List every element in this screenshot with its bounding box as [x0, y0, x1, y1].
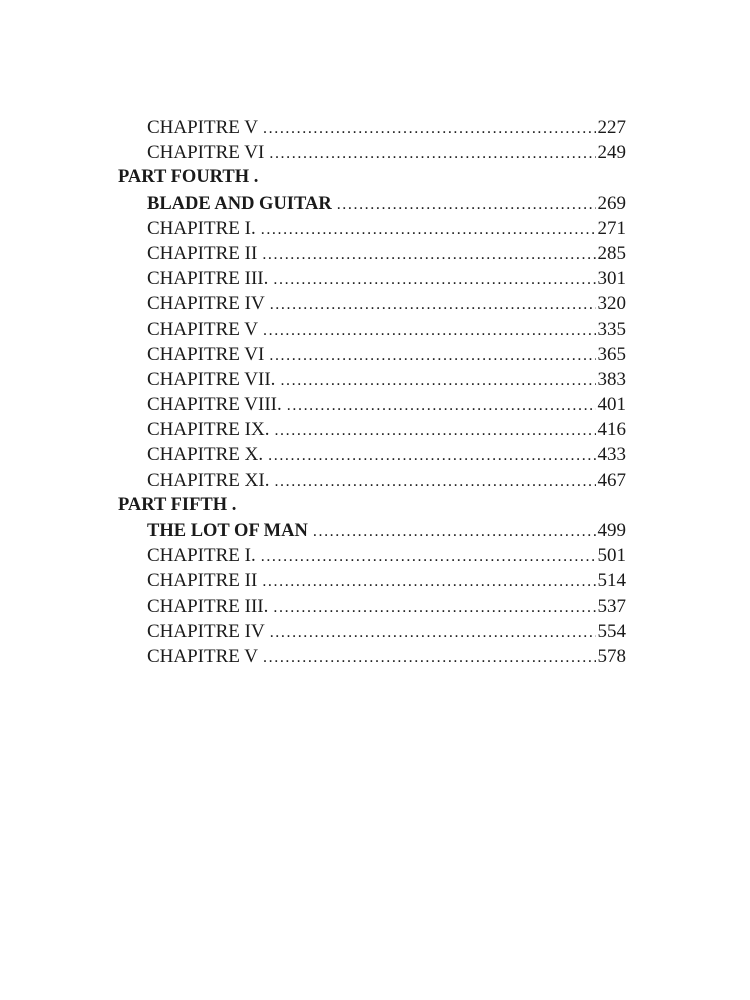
toc-entry-label: CHAPITRE V	[147, 645, 259, 667]
toc-page-number: 554	[597, 620, 626, 642]
toc-page-number: 578	[597, 645, 626, 667]
toc-page-number: 335	[597, 318, 626, 340]
toc-entry[interactable]	[118, 216, 626, 241]
toc-page-number: 271	[597, 217, 626, 239]
toc-entry-label: CHAPITRE II	[147, 570, 258, 592]
toc-entry[interactable]	[118, 342, 626, 367]
dot-leader	[313, 519, 596, 544]
toc-entry-label: PART FOURTH .	[118, 167, 259, 188]
toc-part-title[interactable]	[118, 518, 626, 543]
toc-page-number: 365	[597, 343, 626, 365]
toc-entry[interactable]	[118, 317, 626, 342]
toc-entry[interactable]	[118, 468, 626, 493]
dot-leader	[263, 116, 595, 141]
dot-leader	[269, 141, 595, 166]
toc-entry-label: CHAPITRE V	[147, 318, 259, 340]
toc-entry[interactable]	[118, 568, 626, 593]
toc-entry-label: CHAPITRE IV	[147, 293, 265, 315]
toc-page-number: 383	[597, 368, 626, 390]
toc-entry-label: CHAPITRE I.	[147, 217, 256, 239]
toc-entry[interactable]	[118, 594, 626, 619]
table-of-contents	[118, 115, 626, 669]
toc-entry-label: CHAPITRE II	[147, 242, 258, 264]
toc-entry-label: CHAPITRE VII.	[147, 368, 276, 390]
dot-leader	[273, 595, 595, 620]
dot-leader	[270, 620, 596, 645]
dot-leader	[262, 569, 595, 594]
toc-entry-label: CHAPITRE I.	[147, 545, 256, 567]
dot-leader	[268, 443, 595, 468]
dot-leader	[270, 292, 596, 317]
dot-leader	[261, 217, 596, 242]
toc-entry-label: CHAPITRE VI	[147, 343, 265, 365]
dot-leader	[263, 645, 595, 670]
toc-page-number: 401	[597, 394, 626, 416]
toc-page-number: 269	[597, 192, 626, 214]
toc-page-number: 320	[597, 293, 626, 315]
toc-entry[interactable]	[118, 266, 626, 291]
dot-leader	[273, 267, 595, 292]
toc-entry[interactable]	[118, 644, 626, 669]
toc-entry[interactable]	[118, 442, 626, 467]
toc-entry-label: CHAPITRE IX.	[147, 419, 270, 441]
toc-page-number: 416	[597, 419, 626, 441]
dot-leader	[337, 192, 596, 217]
toc-entry[interactable]	[118, 417, 626, 442]
toc-entry[interactable]	[118, 241, 626, 266]
toc-entry-label: CHAPITRE VI	[147, 142, 265, 164]
toc-entry-label: PART FIFTH .	[118, 494, 237, 515]
toc-part-heading	[118, 493, 626, 518]
toc-page-number: 514	[597, 570, 626, 592]
toc-entry-label: CHAPITRE X.	[147, 444, 264, 466]
toc-entry-label: CHAPITRE III.	[147, 595, 269, 617]
dot-leader	[269, 343, 595, 368]
toc-page-number: 467	[597, 469, 626, 491]
toc-entry[interactable]	[118, 140, 626, 165]
toc-page-number: 249	[597, 142, 626, 164]
toc-entry-label: CHAPITRE III.	[147, 268, 269, 290]
toc-part-heading	[118, 165, 626, 190]
toc-entry[interactable]	[118, 543, 626, 568]
toc-entry-label: CHAPITRE V	[147, 117, 259, 138]
toc-page-number: 499	[597, 520, 626, 541]
dot-leader	[263, 318, 595, 343]
toc-entry-label: BLADE AND GUITAR	[147, 193, 332, 214]
toc-entry-label: THE LOT OF MAN	[147, 521, 308, 541]
toc-page-number: 301	[597, 268, 626, 290]
toc-page-number: 285	[597, 242, 626, 264]
toc-page-number: 537	[597, 595, 626, 617]
dot-leader	[280, 368, 595, 393]
dot-leader	[287, 393, 596, 418]
toc-entry-label: CHAPITRE XI.	[147, 469, 270, 491]
dot-leader	[274, 418, 595, 443]
dot-leader	[262, 242, 595, 267]
toc-entry[interactable]	[118, 367, 626, 392]
toc-entry-label: CHAPITRE IV	[147, 620, 265, 642]
toc-page-number: 227	[597, 117, 626, 138]
dot-leader	[274, 469, 595, 494]
toc-page-number: 433	[597, 444, 626, 466]
toc-part-title[interactable]	[118, 191, 626, 216]
toc-entry-label: CHAPITRE VIII.	[147, 394, 282, 416]
toc-page-number: 501	[597, 545, 626, 567]
toc-entry[interactable]	[118, 392, 626, 417]
toc-entry[interactable]	[118, 619, 626, 644]
toc-entry[interactable]	[118, 291, 626, 316]
toc-entry[interactable]	[118, 115, 626, 140]
dot-leader	[261, 544, 596, 569]
